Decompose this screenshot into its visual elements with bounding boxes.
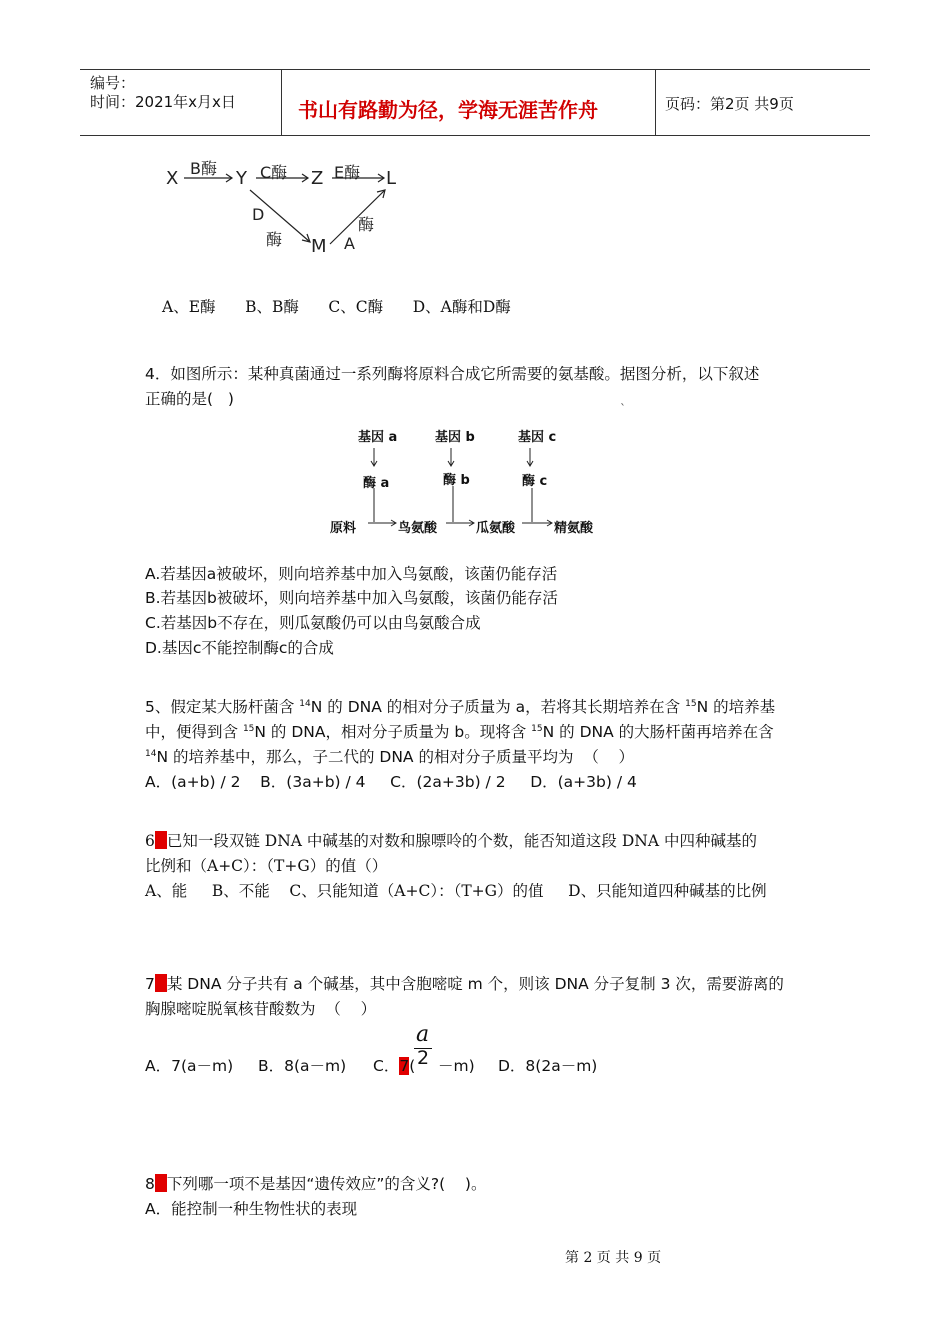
q5-line1-a: 5、假定某大肠杆菌含 (145, 698, 300, 716)
fraction-denominator: 2 (417, 1047, 430, 1069)
q5-line2 (145, 720, 774, 745)
q4-stem-line2: 正确的是( ) (145, 390, 234, 408)
fraction-numerator: a (416, 1022, 430, 1047)
gene-b: 基因 b (435, 430, 475, 445)
label-c-enzyme: C酶 (260, 163, 288, 182)
node-m: M (311, 236, 327, 257)
q7-option-c (373, 1054, 415, 1079)
enzyme-b: 酶 b (443, 473, 470, 488)
chain-raw-material: 原料 (330, 521, 357, 536)
chain-citrulline: 瓜氨酸 (476, 521, 516, 536)
q5-line2-c: N 的 DNA 的大肠杆菌再培养在含 (542, 723, 774, 741)
q5-line2-b: N 的 DNA，相对分子质量为 b。现将含 (254, 723, 532, 741)
q4-option-c: C.若基因b不存在，则瓜氨酸仍可以由鸟氨酸合成 (145, 614, 481, 632)
q8-option-a: A．能控制一种生物性状的表现 (145, 1200, 358, 1218)
q6-line1 (145, 829, 757, 854)
q4-option-a: A.若基因a被破坏，则向培养基中加入鸟氨酸，该菌仍能存活 (145, 565, 558, 583)
red-highlight-mark (155, 974, 167, 992)
q3-options: A、E酶 B、B酶 C、C酶 D、A酶和D酶 (162, 298, 511, 316)
node-l: L (386, 168, 397, 189)
q5-options: A．(a+b) / 2 B．(3a+b) / 4 C．(2a+3b) / 2 D．(a+3b) / 4 (145, 773, 637, 791)
header-divider-left (281, 69, 282, 136)
header-bottom-rule (80, 135, 870, 136)
q7-line1-text: 某 DNA 分子共有 a 个碱基，其中含胞嘧啶 m 个，则该 DNA 分子复制 3 次，需要游离的 (166, 975, 784, 993)
q4-stem-line1: 4．如图所示：某种真菌通过一系列酶将原料合成它所需要的氨基酸。据图分析，以下叙述 (145, 365, 760, 383)
q6-options: A、能 B、不能 C、只能知道（A+C）：（T+G）的值 D、只能知道四种碱基的比例 (145, 882, 767, 900)
enzyme-c: 酶 c (522, 474, 548, 489)
header-motto: 书山有路勤为径，学海无涯苦作舟 (298, 98, 598, 122)
q7-option-c-coef: 7 (399, 1057, 410, 1075)
gene-c: 基因 c (518, 430, 557, 445)
q6-number: 6 (145, 832, 155, 850)
q6-line1-text: 已知一段双链 DNA 中碱基的对数和腺嘌呤的个数，能否知道这段 DNA 中四种碱基的 (166, 832, 757, 850)
q7-option-a: A．7(a－m) (145, 1057, 234, 1075)
header-number-label: 编号： (90, 74, 136, 92)
q7-number: 7 (145, 975, 155, 993)
label-a-enzyme: 酶 (358, 215, 375, 234)
label-a: A (344, 234, 355, 253)
q7-option-c-tail: －m) (438, 1057, 475, 1075)
gene-pathway-arrows (320, 440, 580, 540)
enzyme-a: 酶 a (363, 476, 390, 491)
q5-line1-b: N 的 DNA 的相对分子质量为 a，若将其长期培养在含 (310, 698, 686, 716)
q7-line1 (145, 972, 784, 997)
q5-sup-15b: 15 (242, 724, 255, 734)
gene-a: 基因 a (358, 430, 398, 445)
q5-sup-15: 15 (685, 699, 697, 709)
q7-option-c-paren: ( (409, 1057, 416, 1075)
stray-mark: ` (620, 402, 626, 416)
q7-line2: 胸腺嘧啶脱氧核苷酸数为 （ ） (145, 1000, 377, 1018)
label-b-enzyme: B酶 (190, 159, 217, 178)
q4-option-d: D.基因c不能控制酶c的合成 (145, 639, 334, 657)
q6-line2: 比例和（A+C）：（T+G）的值（） (145, 857, 388, 875)
chain-ornithine: 鸟氨酸 (398, 521, 438, 536)
q5-line3-b: N 的培养基中，那么，子二代的 DNA 的相对分子质量平均为 （ ） (156, 748, 635, 766)
node-z: Z (311, 168, 324, 189)
label-e-enzyme: E酶 (334, 163, 361, 182)
q7-option-d: D．8(2a－m) (498, 1057, 598, 1075)
q5-sup-14: 14 (299, 699, 311, 709)
header-top-rule (80, 69, 870, 70)
node-x: X (166, 168, 179, 189)
header-page-info: 页码：第2页 共9页 (665, 95, 794, 113)
page-footer: 第 2 页 共 9 页 (565, 1250, 662, 1266)
q4-option-b: B.若基因b被破坏，则向培养基中加入鸟氨酸，该菌仍能存活 (145, 589, 558, 607)
q5-line3 (145, 745, 634, 770)
red-highlight-mark (155, 831, 167, 849)
chain-arginine: 精氨酸 (554, 521, 594, 536)
header-divider-right (655, 69, 656, 136)
q5-line1 (145, 695, 775, 720)
q7-option-b: B．8(a－m) (258, 1057, 347, 1075)
label-d-enzyme: 酶 (266, 230, 283, 249)
q5-line1-c: N 的培养基 (696, 698, 776, 716)
q8-number: 8 (145, 1175, 155, 1193)
label-d: D (252, 205, 265, 224)
q7-option-c-prefix: C． (373, 1057, 400, 1075)
q5-sup-14b: 14 (145, 749, 157, 759)
q8-line1 (145, 1172, 486, 1197)
q8-line1-text: 下列哪一项不是基因“遗传效应”的含义?( )。 (166, 1175, 487, 1193)
node-y: Y (236, 168, 247, 189)
q5-line2-a: 中，便得到含 (145, 723, 243, 741)
header-time-label: 时间：2021年x月x日 (90, 93, 236, 111)
q5-sup-15c: 15 (531, 724, 543, 734)
red-highlight-mark (155, 1174, 167, 1192)
